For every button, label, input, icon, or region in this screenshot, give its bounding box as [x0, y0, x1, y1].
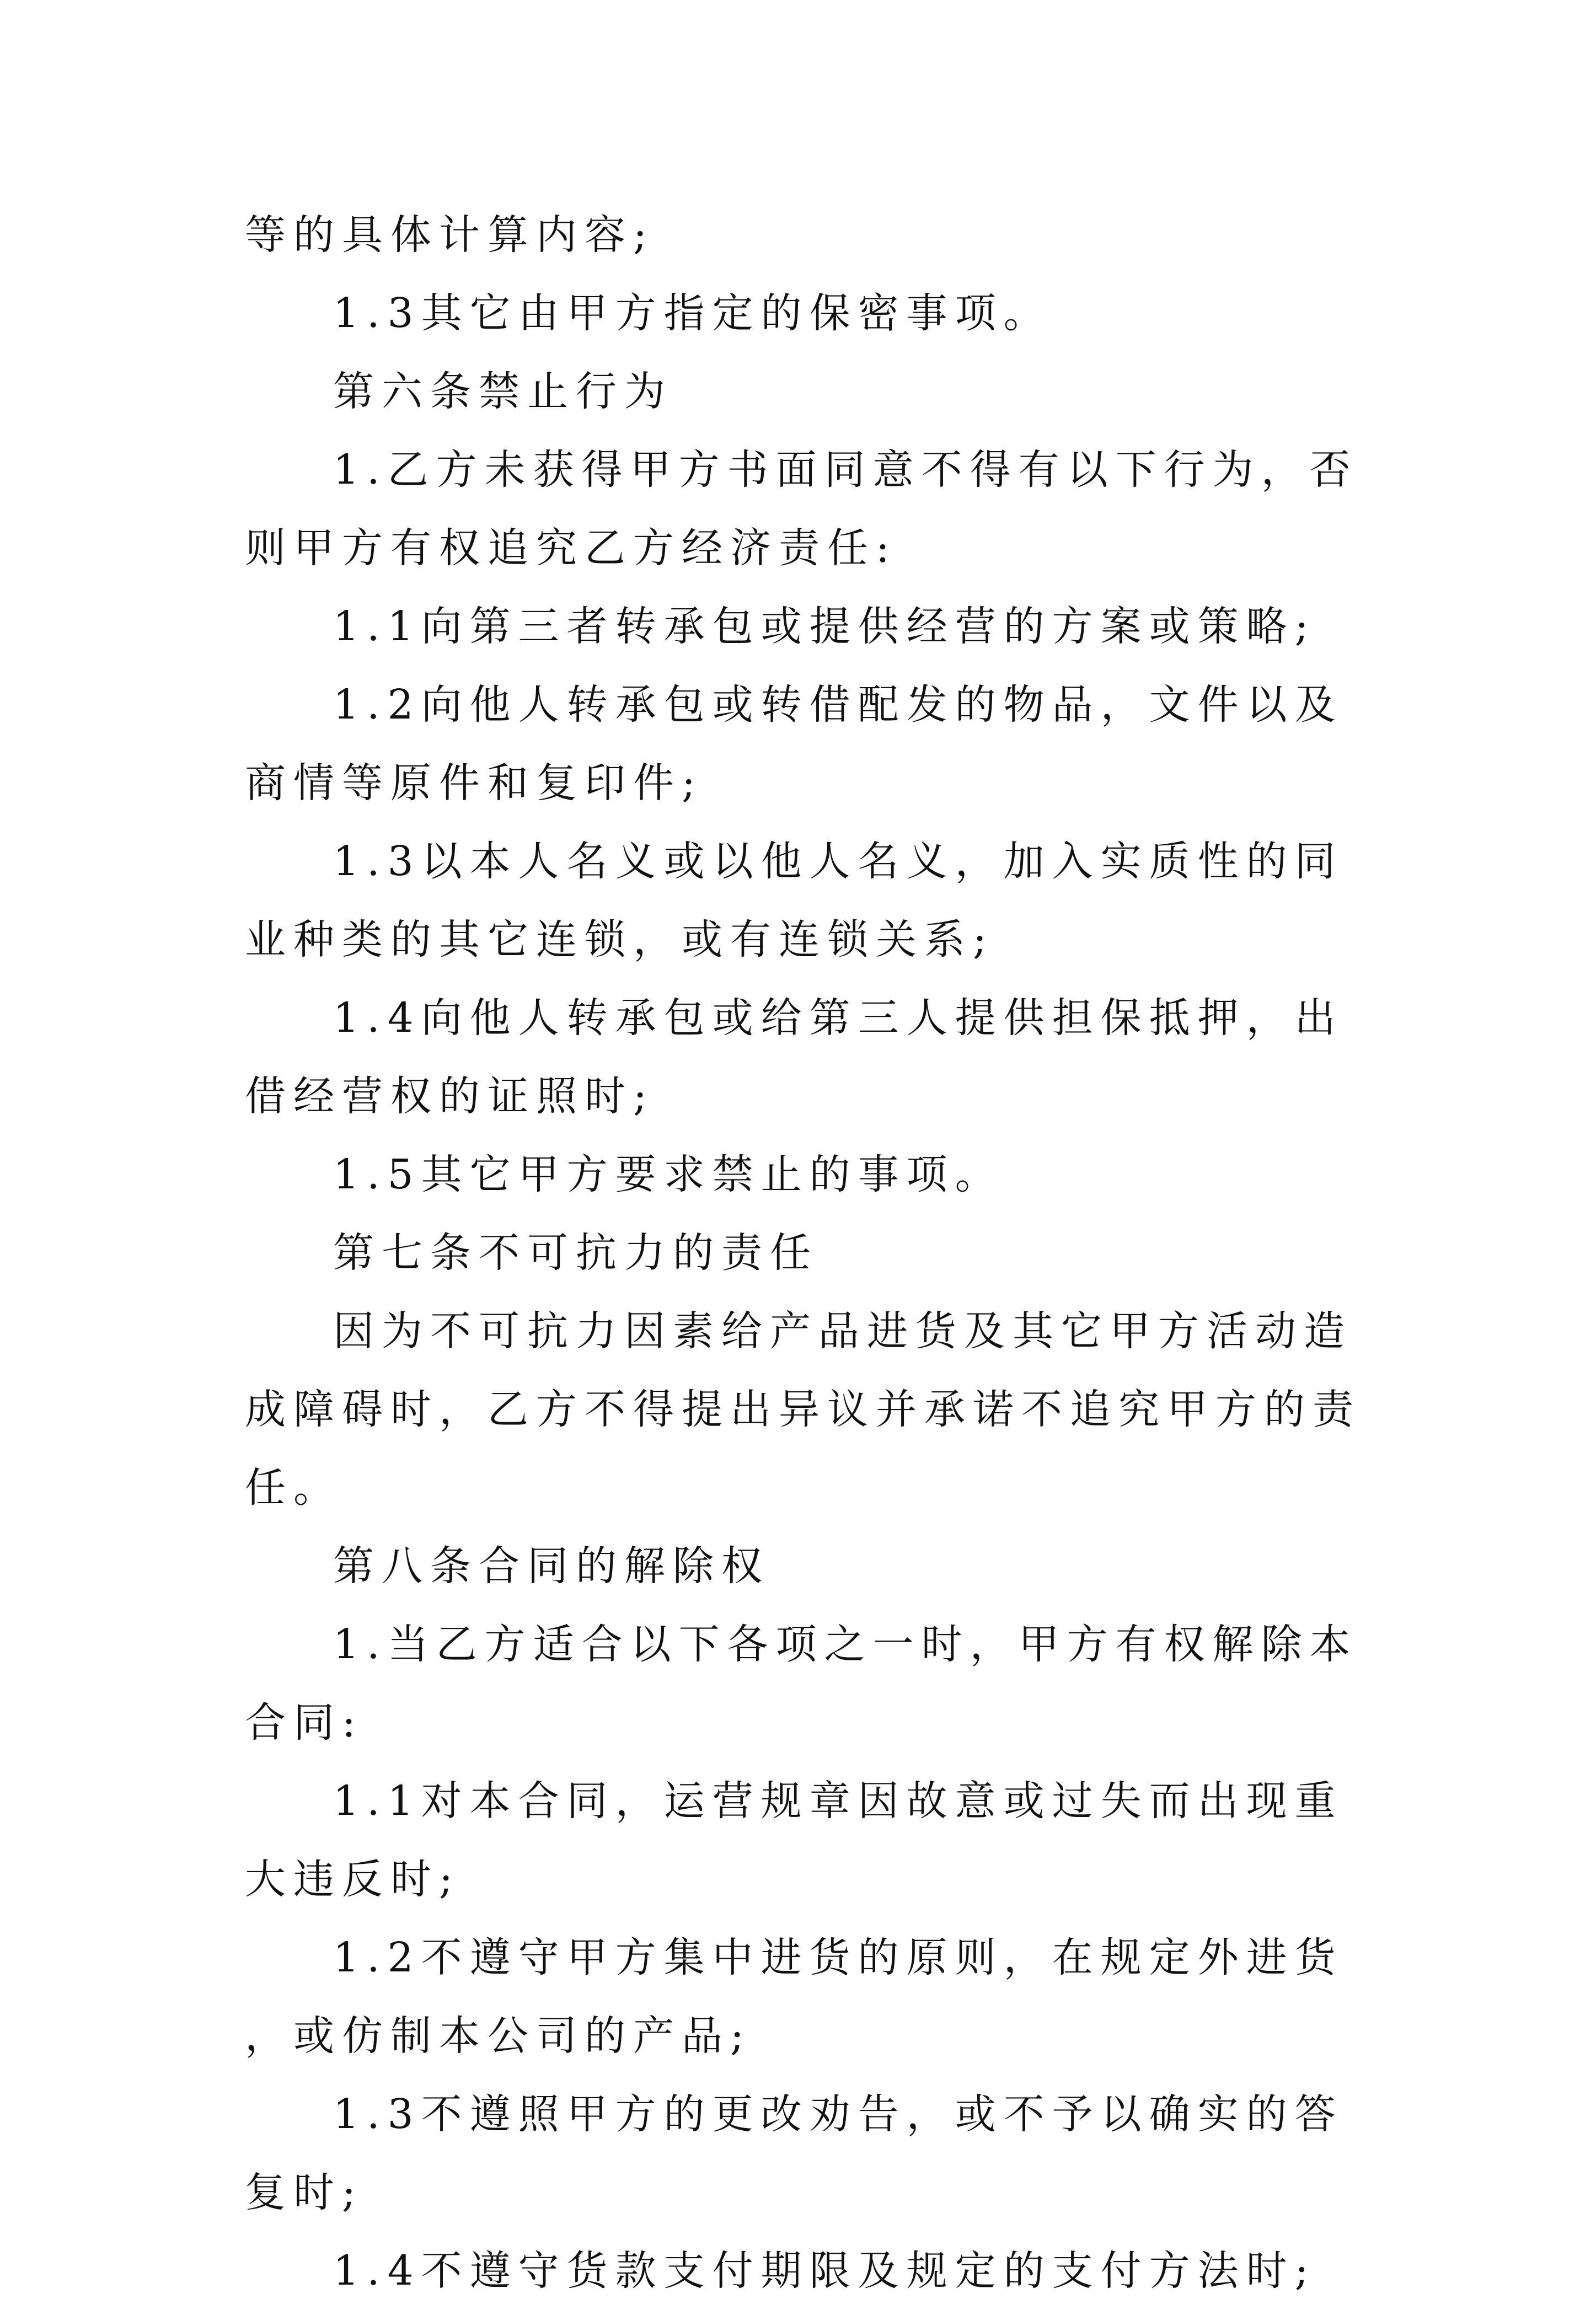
section-heading: 第六条禁止行为: [333, 368, 673, 415]
paragraph: 1.3以本人名义或以他人名义，加入实质性的同业种类的其它连锁，或有连锁关系;: [245, 838, 1343, 963]
paragraph: 1.5其它甲方要求禁止的事项。: [333, 1151, 1004, 1198]
paragraph: 1.4不遵守货款支付期限及规定的支付方法时;: [333, 2247, 1316, 2295]
paragraph: 因为不可抗力因素给产品进货及其它甲方活动造成障碍时，乙方不得提出异议并承诺不追究甲方的责任。: [245, 1307, 1361, 1512]
paragraph: 1.1对本合同，运营规章因故意或过失而出现重大违反时;: [245, 1777, 1343, 1903]
paragraph: 1.4向他人转承包或给第三人提供担保抵押，出借经营权的证照时;: [245, 994, 1343, 1120]
document-body: [245, 196, 1365, 2310]
paragraph: 1.2向他人转承包或转借配发的物品，文件以及商情等原件和复印件;: [245, 681, 1343, 807]
paragraph: 1.1向第三者转承包或提供经营的方案或策略;: [333, 603, 1316, 650]
paragraph: 1.当乙方适合以下各项之一时，甲方有权解除本合同:: [245, 1621, 1358, 1746]
section-heading: 第八条合同的解除权: [333, 1542, 770, 1590]
paragraph: 等的具体计算内容;: [245, 211, 655, 259]
paragraph: 1.2不遵守甲方集中进货的原则，在规定外进货，或仿制本公司的产品;: [245, 1934, 1343, 2060]
paragraph: 1.乙方未获得甲方书面同意不得有以下行为，否则甲方有权追究乙方经济责任:: [245, 446, 1358, 572]
section-heading: 第七条不可抗力的责任: [333, 1229, 818, 1277]
paragraph: 1.3不遵照甲方的更改劝告，或不予以确实的答复时;: [245, 2091, 1343, 2216]
paragraph: 1.3其它由甲方指定的保密事项。: [333, 290, 1052, 337]
